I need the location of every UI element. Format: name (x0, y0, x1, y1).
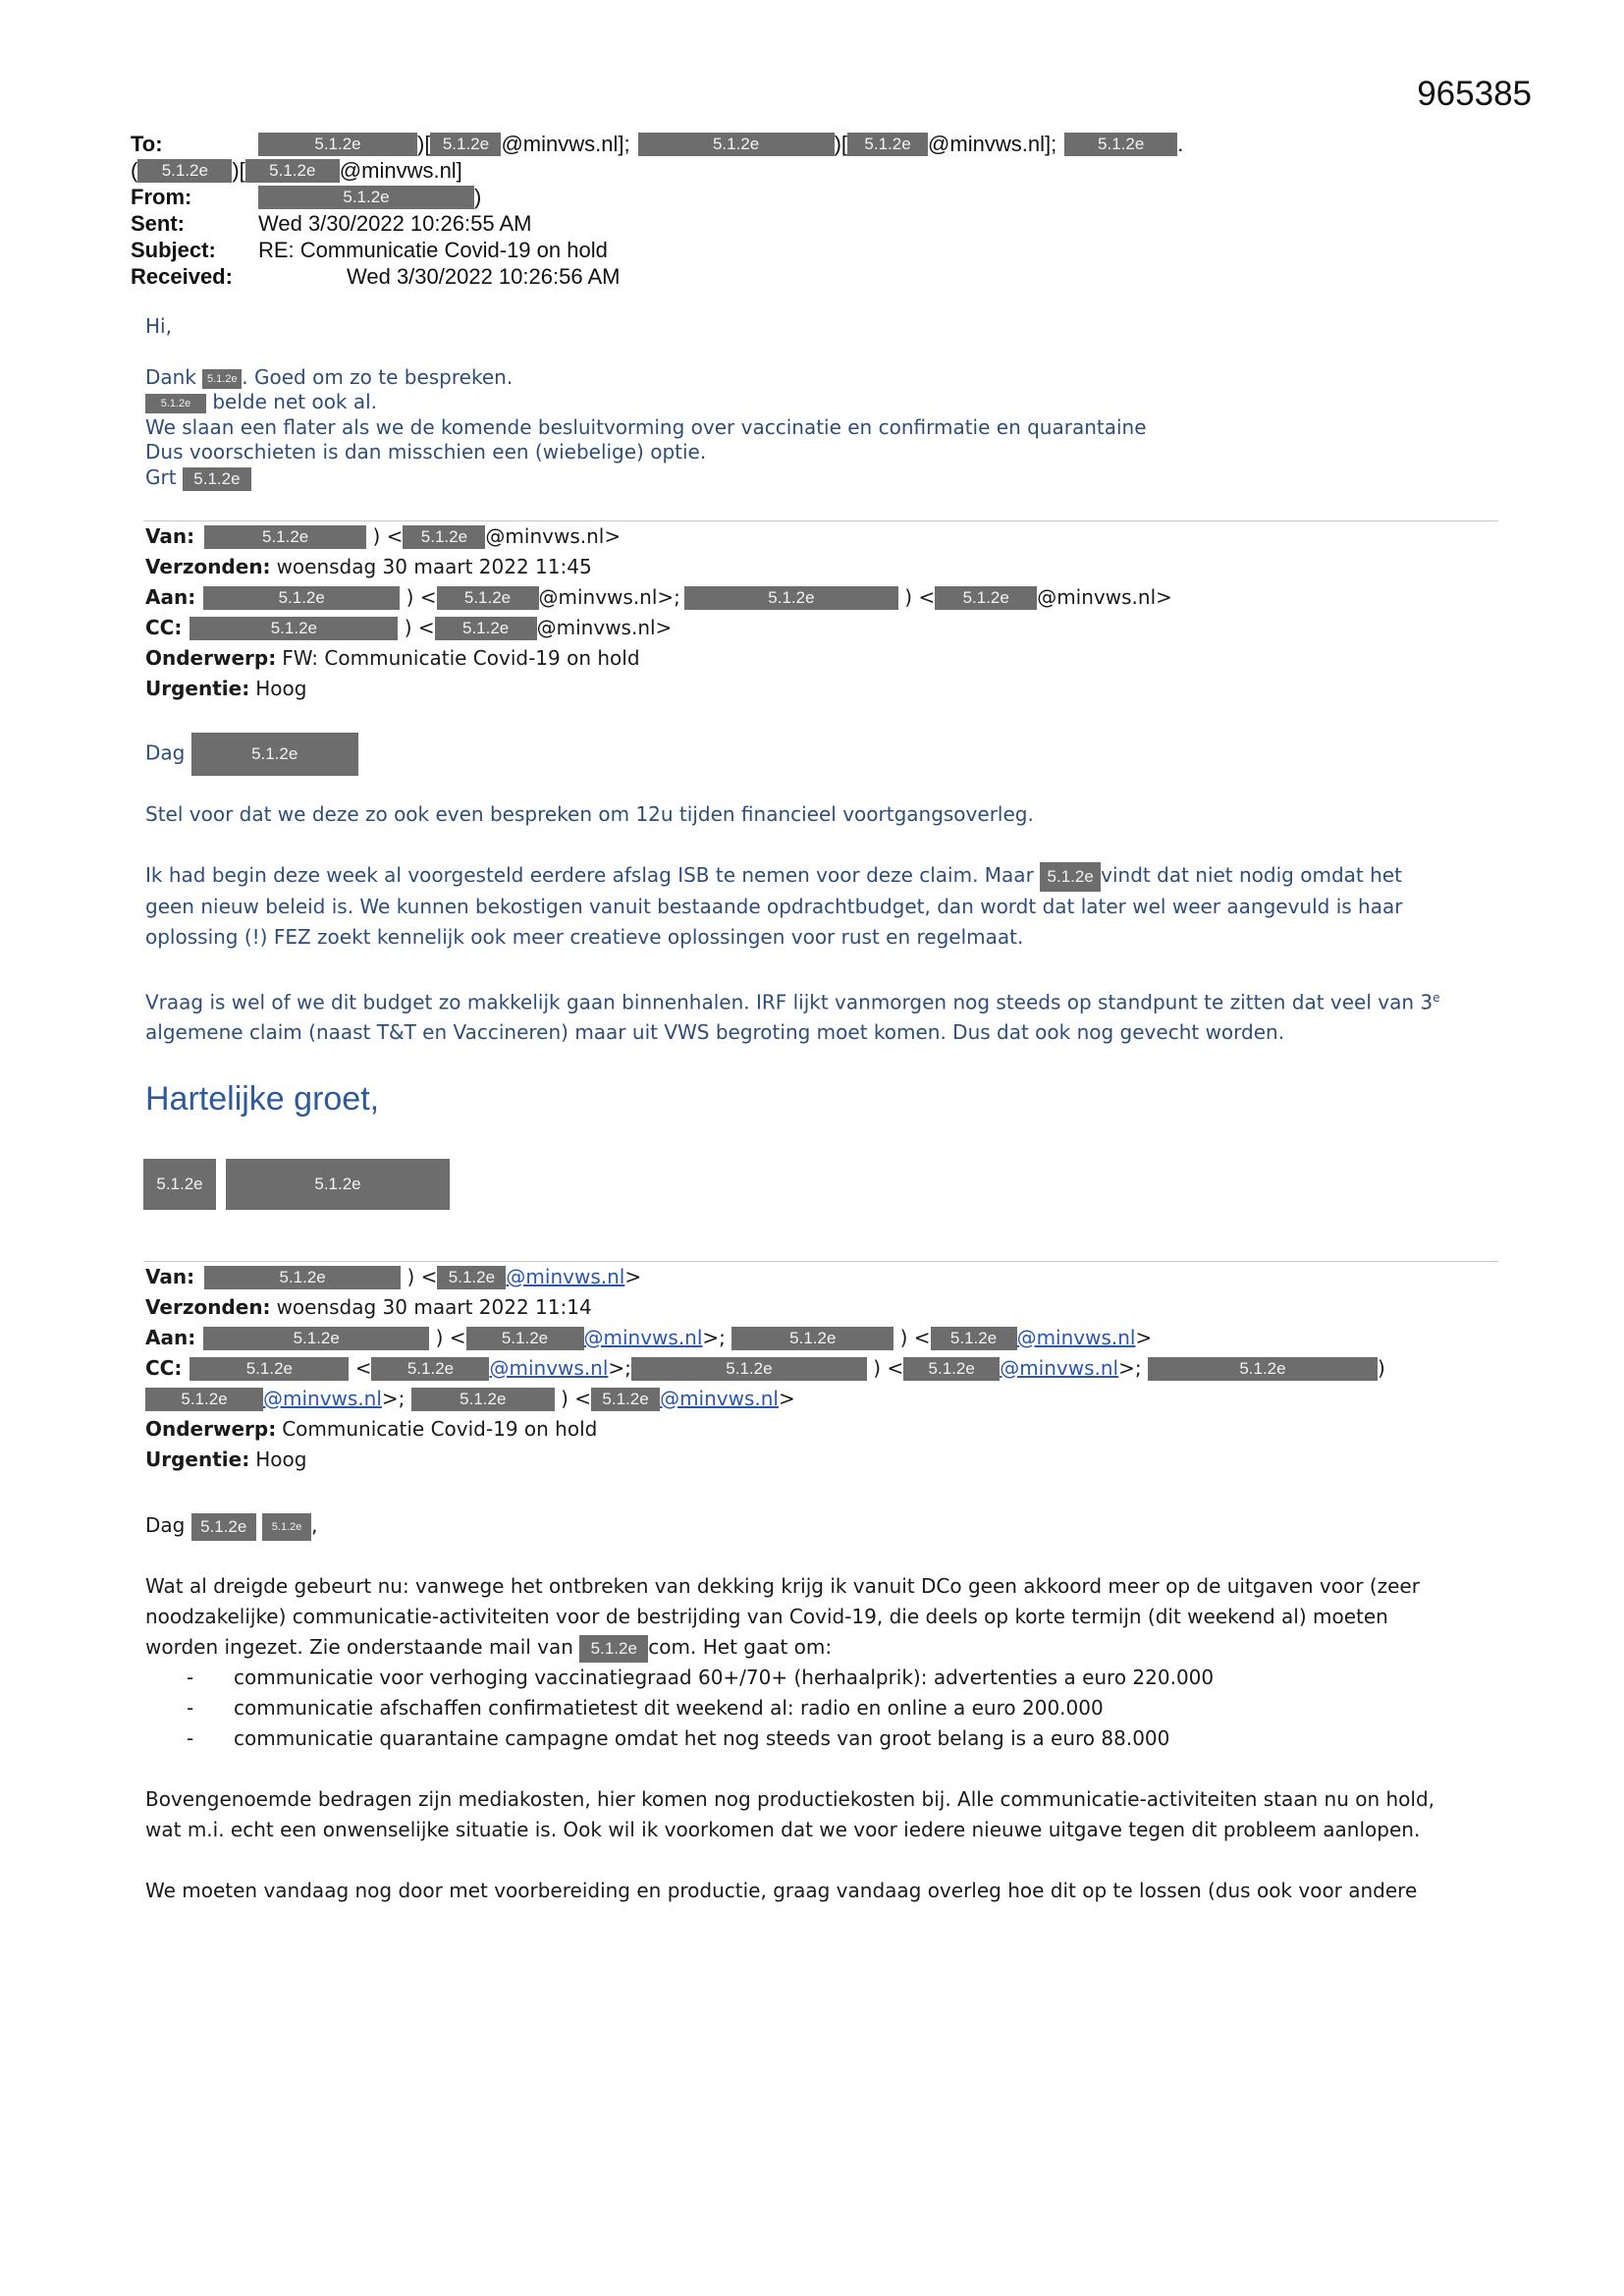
belde-text: belde net ook al. (212, 390, 378, 413)
paragraph: Stel voor dat we deze zo ook even bespreken om 12u tijden financieel voortgangsoverleg. (145, 802, 1034, 826)
redaction: 5.1.2e (403, 525, 485, 549)
redaction: 5.1.2e (226, 1159, 450, 1210)
redaction: 5.1.2e (591, 1388, 660, 1411)
van-label: Van: (145, 1265, 195, 1288)
mail2-body (145, 799, 1520, 1048)
paragraph (145, 1784, 1520, 1845)
verzonden-value: woensdag 30 maart 2022 11:45 (276, 555, 592, 578)
bracket-text: >; (1118, 1356, 1148, 1380)
redaction: 5.1.2e (411, 1388, 555, 1411)
verzonden-value: woensdag 30 maart 2022 11:14 (276, 1295, 592, 1319)
bracket-text: ) < (866, 1356, 904, 1380)
superscript: e (1433, 990, 1440, 1005)
verzonden-row (145, 552, 1520, 582)
dag-word: Dag (145, 740, 186, 765)
paragraph-text: worden ingezet. Zie onderstaande mail van (145, 1635, 573, 1659)
paragraph (145, 860, 1520, 953)
grt-text: Grt (145, 465, 177, 489)
paragraph-text: Wat al dreigde gebeurt nu: vanwege het ontbreken van dekking krijg ik vanuit DCo geen akkoord meer op de uitgaven voor (zeer (145, 1574, 1420, 1598)
to-row (131, 131, 1525, 157)
aan-email-link[interactable]: @minvws.nl (583, 1326, 703, 1349)
received-row (131, 263, 1525, 290)
bracket-text: )[ (834, 132, 848, 156)
paragraph-text: oplossing (!) FEZ zoekt kennelijk ook meer creatieve oplossingen voor rust en regelmaat. (145, 924, 1024, 949)
bracket-text: ) < (893, 1326, 931, 1349)
redaction: 5.1.2e (245, 159, 340, 183)
paragraph-text: Ik had begin deze week al voorgesteld eerdere afslag ISB te nemen voor deze claim. Maar (145, 863, 1034, 887)
aan-label: Aan: (145, 585, 196, 609)
bracket-text: >; (608, 1356, 631, 1380)
redaction: 5.1.2e (202, 369, 242, 389)
redaction: 5.1.2e (203, 586, 400, 610)
mail2-salutation (145, 733, 1520, 776)
cc-label: CC: (145, 1356, 183, 1380)
cc-email-link[interactable]: @minvws.nl (1000, 1356, 1119, 1380)
van-row (145, 521, 1520, 552)
redaction: 5.1.2e (189, 617, 398, 640)
aan-email-link[interactable]: @minvws.nl (1016, 1326, 1136, 1349)
cc-email-link[interactable]: @minvws.nl (263, 1387, 382, 1410)
reply-line-3: We slaan een flater als we de komende besluitvorming over vaccinatie en confirmatie en quarantaine (145, 415, 1147, 439)
cc-row (145, 1353, 1520, 1384)
list-item: - communicatie voor verhoging vaccinatiegraad 60+/70+ (herhaalprik): advertenties a euro 220.000 (145, 1663, 1520, 1693)
onderwerp-row (145, 643, 1520, 674)
cost-list (145, 1663, 1520, 1754)
received-label: Received: (131, 264, 233, 289)
paragraph: We moeten vandaag nog door met voorbereiding en productie, graag vandaag overleg hoe dit op te lossen (dus ook voor andere (145, 1879, 1418, 1902)
paragraph-text: geen nieuw beleid is. We kunnen bekostigen vanuit bestaande opdrachtbudget, dan wordt dat later wel weer aangevuld is haar (145, 894, 1403, 918)
bracket-text: > (1135, 1326, 1153, 1349)
redaction: 5.1.2e (189, 1357, 349, 1381)
bracket-text: )[ (417, 132, 431, 156)
cc-row (145, 613, 1520, 643)
redaction: 5.1.2e (262, 1513, 311, 1541)
redaction: 5.1.2e (579, 1635, 648, 1663)
aan-label: Aan: (145, 1326, 196, 1349)
bracket-text: ) < (398, 616, 435, 639)
van-row (145, 1262, 1520, 1292)
urgentie-label: Urgentie: (145, 1448, 250, 1471)
bracket-text: > (624, 1265, 642, 1288)
bracket-text: >; (381, 1387, 411, 1410)
urgentie-value: Hoog (255, 677, 307, 700)
redaction: 5.1.2e (371, 1357, 489, 1381)
to-domain: @minvws.nl]; (928, 132, 1057, 156)
list-item: - communicatie afschaffen confirmatietest dit weekend al: radio en online a euro 200.000 (145, 1693, 1520, 1723)
dank-rest: . Goed om zo te bespreken. (242, 365, 514, 389)
redaction: 5.1.2e (466, 1327, 584, 1350)
paragraph-text: wat m.i. echt een onwenselijke situatie is. Ook wil ik voorkomen dat we voor iedere nieuwe uitgave tegen dit probleem aanlopen. (145, 1818, 1421, 1841)
redaction: 5.1.2e (631, 1357, 867, 1381)
bracket-text: ) < (366, 524, 404, 548)
paragraph-text: vindt dat niet nodig omdat het (1101, 863, 1402, 887)
cc-email-link[interactable]: @minvws.nl (660, 1387, 779, 1410)
bracket-text: > (778, 1387, 795, 1410)
mail3-body (145, 1571, 1520, 1906)
redaction: 5.1.2e (1040, 862, 1101, 892)
list-item: - communicatie quarantaine campagne omdat het nog steeds van groot belang is a euro 88.000 (145, 1723, 1520, 1754)
paragraph-text: com. Het gaat om: (648, 1635, 833, 1659)
redaction: 5.1.2e (935, 586, 1037, 610)
reply-line-2 (145, 390, 377, 414)
paragraph (145, 1571, 1520, 1663)
redaction: 5.1.2e (258, 186, 474, 209)
reply-line-1 (145, 365, 513, 390)
aan-row (145, 582, 1520, 613)
received-value: Wed 3/30/2022 10:26:56 AM (347, 264, 621, 289)
bracket-text: ) (1377, 1356, 1385, 1380)
bracket-text: ) < (401, 1265, 438, 1288)
redaction: 5.1.2e (145, 1388, 263, 1411)
redaction: 5.1.2e (847, 133, 928, 156)
onderwerp-value: FW: Communicatie Covid-19 on hold (282, 646, 640, 670)
onderwerp-row (145, 1414, 1520, 1445)
redaction: 5.1.2e (183, 467, 251, 491)
bracket-text: < (349, 1356, 372, 1380)
van-email-link[interactable]: @minvws.nl (506, 1265, 625, 1288)
onderwerp-label: Onderwerp: (145, 646, 277, 670)
redaction: 5.1.2e (903, 1357, 1000, 1381)
paragraph (145, 983, 1520, 1049)
redaction: 5.1.2e (731, 1327, 893, 1350)
document-number: 965385 (1417, 75, 1532, 113)
subject-value: RE: Communicatie Covid-19 on hold (258, 238, 608, 262)
redaction: 5.1.2e (258, 133, 417, 156)
redaction: 5.1.2e (203, 1327, 429, 1350)
reply-greeting: Hi, (145, 314, 172, 338)
paragraph-text: algemene claim (naast T&T en Vaccineren) maar uit VWS begroting moet komen. Dus dat ook nog gevecht worden. (145, 1020, 1285, 1045)
redaction: 5.1.2e (143, 1159, 216, 1210)
greeting: Hartelijke groet, (145, 1080, 380, 1118)
urgentie-row (145, 1445, 1520, 1475)
verzonden-label: Verzonden: (145, 555, 271, 578)
bracket-text: ) < (554, 1387, 592, 1410)
cc-label: CC: (145, 616, 183, 639)
urgentie-value: Hoog (255, 1448, 307, 1471)
sent-label: Sent: (131, 211, 185, 236)
bracket-text: ) < (400, 585, 437, 609)
redaction: 5.1.2e (430, 133, 501, 156)
from-label: From: (131, 185, 192, 209)
from-row (131, 184, 1525, 210)
redaction: 5.1.2e (435, 617, 537, 640)
onderwerp-value: Communicatie Covid-19 on hold (282, 1417, 598, 1441)
bracket-text: ) (474, 185, 482, 209)
redaction: 5.1.2e (137, 159, 232, 183)
sent-value: Wed 3/30/2022 10:26:55 AM (258, 211, 532, 236)
van-label: Van: (145, 524, 195, 548)
mail2-header (145, 521, 1520, 704)
redaction: 5.1.2e (931, 1327, 1017, 1350)
bracket-text: ) < (897, 585, 936, 609)
to-row-2 (131, 157, 1525, 184)
onderwerp-label: Onderwerp: (145, 1417, 277, 1441)
cc-row-2 (145, 1384, 1520, 1414)
redaction: 5.1.2e (1148, 1357, 1378, 1381)
to-label: To: (131, 132, 163, 156)
paragraph-text: noodzakelijke) communicatie-activiteiten voor de bestrijding van Covid-19, die deels op korte termijn (dit weekend al) moeten (145, 1605, 1388, 1628)
redaction: 5.1.2e (437, 1266, 506, 1289)
dank-word: Dank (145, 365, 196, 389)
redaction: 5.1.2e (1064, 133, 1177, 156)
redaction: 5.1.2e (204, 525, 366, 549)
mail3-header (145, 1262, 1520, 1475)
bracket-text: ) < (429, 1326, 466, 1349)
redaction: 5.1.2e (191, 1513, 256, 1541)
redaction: 5.1.2e (684, 586, 898, 610)
redaction: 5.1.2e (437, 586, 539, 610)
aan-domain: @minvws.nl>; (538, 585, 680, 609)
bracket-text: ( (131, 158, 138, 183)
paragraph-text: Vraag is wel of we dit budget zo makkelijk gaan binnenhalen. IRF lijkt vanmorgen nog steeds op standpunt te zitten dat veel van 3 (145, 990, 1434, 1014)
bracket-text: )[ (232, 158, 245, 183)
subject-row (131, 237, 1525, 263)
urgentie-label: Urgentie: (145, 677, 250, 700)
subject-label: Subject: (131, 238, 216, 262)
signature-block (143, 1159, 450, 1210)
reply-signoff (145, 465, 251, 491)
redaction: 5.1.2e (638, 133, 835, 156)
verzonden-label: Verzonden: (145, 1295, 271, 1319)
mail3-salutation: Dag 5.1.2e 5.1.2e , (145, 1510, 1520, 1541)
van-domain: @minvws.nl> (485, 524, 622, 548)
sent-row (131, 210, 1525, 237)
verzonden-row (145, 1292, 1520, 1323)
cc-domain: @minvws.nl> (536, 616, 673, 639)
cc-email-link[interactable]: @minvws.nl (489, 1356, 609, 1380)
aan-domain: @minvws.nl> (1037, 585, 1172, 609)
punct-text: . (1177, 132, 1184, 156)
dag-word: Dag (145, 1513, 186, 1537)
to-domain: @minvws.nl] (339, 158, 462, 183)
urgentie-row (145, 674, 1520, 704)
redaction: 5.1.2e (191, 733, 358, 776)
to-domain: @minvws.nl]; (501, 132, 630, 156)
outer-email-header (131, 131, 1525, 290)
aan-row (145, 1323, 1520, 1353)
reply-line-4: Dus voorschieten is dan misschien een (wiebelige) optie. (145, 440, 707, 464)
redaction: 5.1.2e (204, 1266, 401, 1289)
paragraph-text: Bovengenoemde bedragen zijn mediakosten, hier komen nog productiekosten bij. Alle communicatie-activiteiten staan nu on hold, (145, 1787, 1435, 1811)
redaction: 5.1.2e (145, 394, 206, 413)
bracket-text: >; (702, 1326, 732, 1349)
